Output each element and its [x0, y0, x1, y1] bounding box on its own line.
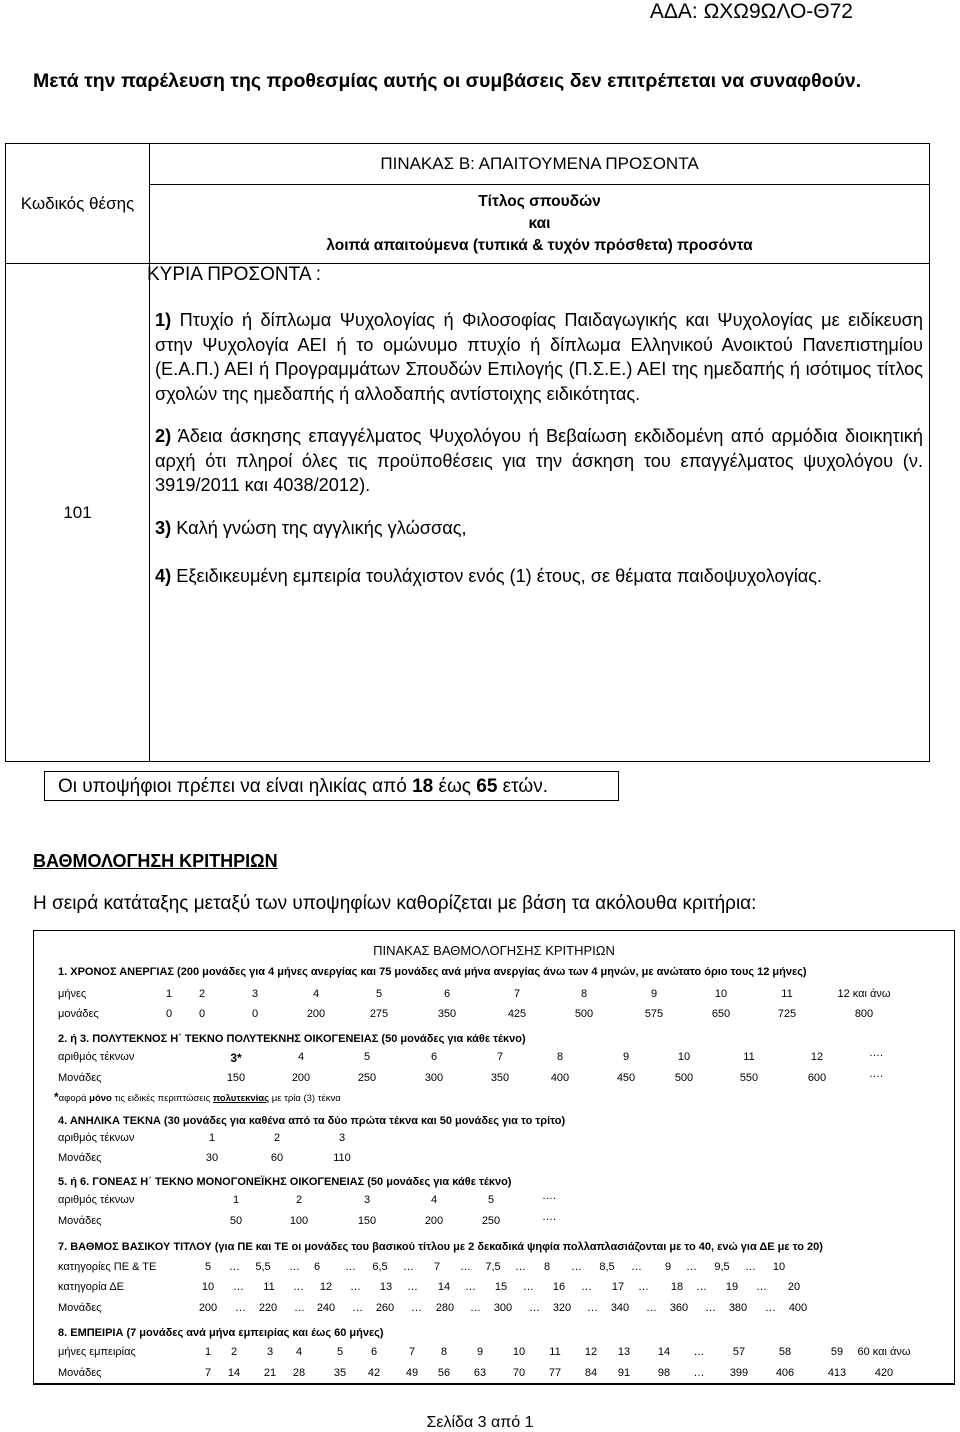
separator: … — [345, 1261, 356, 1273]
criteria-title: ΠΙΝΑΚΑΣ ΒΑΘΜΟΛΟΓΗΣΗΣ ΚΡΙΤΗΡΙΩΝ — [373, 943, 615, 958]
table-cell: 42 — [367, 1367, 381, 1379]
table-cell: 20 — [787, 1281, 801, 1293]
table-cell: 59 — [830, 1346, 844, 1358]
separator: … — [352, 1302, 363, 1314]
table-cell: 425 — [507, 1008, 527, 1020]
table-cell: 350 — [490, 1072, 510, 1084]
table-cell: 0 — [198, 1008, 206, 1020]
table-cell: 1 — [208, 1132, 216, 1144]
table-cell: 12 — [810, 1051, 824, 1063]
table-cell: 49 — [405, 1367, 419, 1379]
row-label: αριθμός τέκνων — [58, 1051, 135, 1063]
table-cell: 4 — [295, 1346, 303, 1358]
table-cell: 5 — [375, 988, 383, 1000]
table-cell: 84 — [584, 1367, 598, 1379]
table-cell: 17 — [611, 1281, 625, 1293]
table-cell: 406 — [775, 1367, 795, 1379]
age-requirement-box: Οι υποψήφιοι πρέπει να είναι ηλικίας από 18 έως 65 ετών. — [44, 771, 619, 801]
separator: … — [350, 1281, 361, 1293]
table-cell: 8 — [580, 988, 588, 1000]
table-cell: 30 — [205, 1152, 219, 1164]
table-cell: 2 — [273, 1132, 281, 1144]
table-cell: 60 — [270, 1152, 284, 1164]
section-heading: 1. ΧΡΟΝΟΣ ΑΝΕΡΓΙΑΣ (200 μονάδες για 4 μήνες ανεργίας και 75 μονάδες ανά μήνα ανεργίας άνω των 4 μηνών, με ανώτατο όριο τους 12 μήνες) — [58, 966, 807, 978]
separator: … — [638, 1281, 649, 1293]
table-cell: 7 — [204, 1367, 212, 1379]
separator: … — [646, 1302, 657, 1314]
row-label: αριθμός τέκνων — [58, 1194, 135, 1206]
table-cell: 200 — [198, 1302, 218, 1314]
separator: … — [293, 1281, 304, 1293]
table-cell: 600 — [807, 1072, 827, 1084]
ellipsis: …. — [542, 1190, 557, 1202]
separator: … — [581, 1281, 592, 1293]
table-cell: 413 — [827, 1367, 847, 1379]
table-cell: 3 — [363, 1194, 371, 1206]
separator: … — [756, 1281, 767, 1293]
criteria-table — [33, 930, 955, 1385]
table-cell: 7 — [408, 1346, 416, 1358]
table-cell: 10 — [201, 1281, 215, 1293]
row-label: μονάδες — [58, 1008, 99, 1020]
table-cell: 200 — [291, 1072, 311, 1084]
table-cell: 8 — [543, 1261, 551, 1273]
table-cell: 6,5 — [372, 1261, 388, 1273]
table-cell: 10 — [772, 1261, 786, 1273]
page-footer: Σελίδα 3 από 1 — [426, 1414, 534, 1431]
row-label: μήνες εμπειρίας — [58, 1346, 136, 1358]
table-cell: 57 — [732, 1346, 746, 1358]
table-cell: 14 — [227, 1367, 241, 1379]
table-cell: 7 — [496, 1051, 504, 1063]
row-label: κατηγορίες ΠΕ & ΤΕ — [58, 1261, 157, 1273]
table-cell: 320 — [552, 1302, 572, 1314]
table-cell: 35 — [333, 1367, 347, 1379]
separator: … — [765, 1302, 776, 1314]
requirement-4: 4) Εξειδικευμένη εμπειρία τουλάχιστον ενός (1) έτους, σε θέματα παιδοψυχολογίας. — [155, 566, 823, 586]
table-cell: 4 — [312, 988, 320, 1000]
table-cell: 5 — [204, 1261, 212, 1273]
table-cell: 10 — [512, 1346, 526, 1358]
table-cell: 6 — [313, 1261, 321, 1273]
subtitle-line-3: λοιπά απαιτούμενα (τυπικά & τυχόν πρόσθετα) προσόντα — [326, 237, 753, 254]
table-cell: 380 — [728, 1302, 748, 1314]
section-heading: 7. ΒΑΘΜΟΣ ΒΑΣΙΚΟΥ ΤΙΤΛΟΥ (για ΠΕ και ΤΕ οι μονάδες του βασικού τίτλου με 2 δεκαδικά ψηφία πολλαπλασιάζονται με το 40, ενώ για ΔΕ με το 20) — [58, 1241, 823, 1253]
table-cell: 11 — [743, 1051, 755, 1063]
row-label: μήνες — [58, 988, 87, 1000]
ellipsis: …. — [542, 1211, 557, 1223]
table-cell: 77 — [548, 1367, 562, 1379]
table-cell: 400 — [788, 1302, 808, 1314]
table-cell: 3 — [338, 1132, 346, 1144]
table-cell: 240 — [316, 1302, 336, 1314]
table-cell: 6 — [443, 988, 451, 1000]
table-cell: 12 και άνω — [837, 988, 891, 1000]
ranking-order-text: Η σειρά κατάταξης μεταξύ των υποψηφίων καθορίζεται με βάση τα ακόλουθα κριτήρια: — [33, 893, 757, 914]
subtitle-line-2: και — [528, 215, 551, 232]
table-cell: 250 — [481, 1215, 501, 1227]
table-cell: 5 — [363, 1051, 371, 1063]
ellipsis: …. — [869, 1068, 884, 1080]
table-cell: 8 — [440, 1346, 448, 1358]
table-cell: 16 — [552, 1281, 566, 1293]
table-cell: 575 — [644, 1008, 664, 1020]
requirements-table — [5, 143, 930, 762]
table-cell: 6 — [430, 1051, 438, 1063]
table-cell: 360 — [669, 1302, 689, 1314]
table-cell: 28 — [292, 1367, 306, 1379]
table-cell: 7 — [433, 1261, 441, 1273]
table-cell: 2 — [230, 1346, 238, 1358]
table-cell: 14 — [657, 1346, 671, 1358]
table-cell: 4 — [297, 1051, 305, 1063]
table-cell: 8,5 — [599, 1261, 615, 1273]
separator: … — [529, 1302, 540, 1314]
table-cell: 14 — [437, 1281, 451, 1293]
row-label: Μονάδες — [58, 1152, 102, 1164]
table-cell: 7 — [513, 988, 521, 1000]
section-heading: 4. ΑΝΗΛΙΚΑ ΤΕΚΝΑ (30 μονάδες για καθένα από τα δύο πρώτα τέκνα και 50 μονάδες για το τρίτο) — [58, 1115, 566, 1127]
table-cell: … — [693, 1367, 705, 1379]
table-cell: 5 — [336, 1346, 344, 1358]
table-cell: 8 — [556, 1051, 564, 1063]
section-heading: 5. ή 6. ΓΟΝΕΑΣ Η΄ ΤΕΚΝΟ ΜΟΝΟΓΟΝΕΪΚΗΣ ΟΙΚΟΓΕΝΕΙΑΣ (50 μονάδες για κάθε τέκνο) — [58, 1176, 512, 1188]
table-cell: 98 — [657, 1367, 671, 1379]
separator: … — [571, 1261, 582, 1273]
row-label: κατηγορία ΔΕ — [58, 1281, 124, 1293]
table-cell: 9,5 — [714, 1261, 730, 1273]
intro-paragraph: Μετά την παρέλευση της προθεσμίας αυτής οι συμβάσεις δεν επιτρέπεται να συναφθούν. — [33, 70, 862, 92]
table-cell: 399 — [729, 1367, 749, 1379]
table-cell: 10 — [677, 1051, 691, 1063]
table-cell: 150 — [226, 1072, 246, 1084]
table-cell: 3 — [251, 988, 259, 1000]
table-cell: 110 — [333, 1152, 351, 1164]
table-cell: 21 — [263, 1367, 277, 1379]
table-cell: 58 — [778, 1346, 792, 1358]
table-cell: 19 — [725, 1281, 739, 1293]
table-cell: 350 — [437, 1008, 457, 1020]
table-cell: 9 — [476, 1346, 484, 1358]
table-cell: 500 — [674, 1072, 694, 1084]
table-cell: 9 — [664, 1261, 672, 1273]
separator: … — [403, 1261, 414, 1273]
position-code: 101 — [6, 264, 150, 762]
table-cell: 10 — [714, 988, 728, 1000]
section-heading: 2. ή 3. ΠΟΛΥΤΕΚΝΟΣ Η΄ ΤΕΚΝΟ ΠΟΛΥΤΕΚΝΗΣ ΟΙΚΟΓΕΝΕΙΑΣ (50 μονάδες για κάθε τέκνο) — [58, 1033, 526, 1045]
table-cell: 725 — [777, 1008, 797, 1020]
ada-code: ΑΔΑ: ΩΧΩ9ΩΛΟ-Θ72 — [649, 0, 853, 23]
separator: … — [686, 1261, 697, 1273]
table-cell: 5,5 — [255, 1261, 271, 1273]
table-cell: 18 — [670, 1281, 684, 1293]
table-cell: 3* — [230, 1051, 242, 1065]
table-cell: 9 — [650, 988, 658, 1000]
separator: … — [289, 1261, 300, 1273]
table-cell: 13 — [379, 1281, 393, 1293]
table-cell: 150 — [357, 1215, 377, 1227]
separator: … — [745, 1261, 756, 1273]
table-cell: 300 — [424, 1072, 444, 1084]
table-cell: 63 — [473, 1367, 487, 1379]
separator: … — [460, 1261, 471, 1273]
table-cell: 260 — [375, 1302, 395, 1314]
table-cell: 200 — [424, 1215, 444, 1227]
table-cell: 11 — [263, 1281, 275, 1293]
table-cell: 9 — [622, 1051, 630, 1063]
table-cell: 91 — [617, 1367, 631, 1379]
table-cell: 220 — [258, 1302, 278, 1314]
table-title: ΠΙΝΑΚΑΣ Β: ΑΠΑΙΤΟΥΜΕΝΑ ΠΡΟΣΟΝΤΑ — [150, 144, 930, 185]
table-cell: 12 — [319, 1281, 333, 1293]
table-cell: 100 — [289, 1215, 309, 1227]
table-cell: 0 — [251, 1008, 259, 1020]
table-cell: 2 — [295, 1194, 303, 1206]
table-cell: 3 — [266, 1346, 274, 1358]
row-label: αριθμός τέκνων — [58, 1132, 135, 1144]
ellipsis: …. — [869, 1047, 884, 1059]
requirement-3: 3) Καλή γνώση της αγγλικής γλώσσας, — [155, 517, 467, 538]
table-cell: 11 — [549, 1346, 561, 1358]
table-cell: 1 — [204, 1346, 212, 1358]
separator: … — [631, 1261, 642, 1273]
table-cell: 250 — [357, 1072, 377, 1084]
separator: … — [696, 1281, 707, 1293]
table-cell: 400 — [550, 1072, 570, 1084]
table-cell: 1 — [165, 988, 173, 1000]
table-cell: 550 — [739, 1072, 759, 1084]
row-label: Μονάδες — [58, 1215, 102, 1227]
table-cell: 13 — [617, 1346, 631, 1358]
table-cell: 200 — [306, 1008, 326, 1020]
table-cell: 50 — [229, 1215, 243, 1227]
code-header: Κωδικός θέσης — [6, 144, 150, 264]
row-label: Μονάδες — [58, 1072, 102, 1084]
requirements-cell — [150, 264, 930, 762]
table-cell: 6 — [370, 1346, 378, 1358]
table-cell: 650 — [711, 1008, 731, 1020]
grading-title: ΒΑΘΜΟΛΟΓΗΣΗ ΚΡΙΤΗΡΙΩΝ — [33, 851, 278, 871]
table-cell: 280 — [435, 1302, 455, 1314]
table-cell: 500 — [574, 1008, 594, 1020]
separator: … — [407, 1281, 418, 1293]
table-subtitle — [150, 185, 930, 264]
separator: … — [233, 1281, 244, 1293]
separator: … — [587, 1302, 598, 1314]
table-cell: 60 και άνω — [857, 1346, 911, 1358]
separator: … — [465, 1281, 476, 1293]
table-cell: 340 — [610, 1302, 630, 1314]
separator: … — [411, 1302, 422, 1314]
separator: … — [294, 1302, 305, 1314]
table-cell: 800 — [854, 1008, 874, 1020]
table-cell: 0 — [165, 1008, 173, 1020]
table-cell: 11 — [781, 988, 793, 1000]
subtitle-line-1: Τίτλος σπουδών — [478, 193, 601, 210]
requirement-2: 2) Άδεια άσκησης επαγγέλματος Ψυχολόγου ή Βεβαίωση εκδιδομένη από αρμόδια διοικητική αρχή ότι πληροί όλες τις προϋποθέσεις για την άσκηση του επαγγέλματος ψυχολόγου (ν. 3919/2011 και 4038/2012). — [155, 426, 923, 495]
row-label: Μονάδες — [58, 1367, 102, 1379]
table-cell: 56 — [437, 1367, 451, 1379]
separator: … — [235, 1302, 246, 1314]
separator: … — [229, 1261, 240, 1273]
row-label: Μονάδες — [58, 1302, 102, 1314]
table-cell: 275 — [369, 1008, 389, 1020]
table-cell: 300 — [493, 1302, 513, 1314]
table-cell: 7,5 — [485, 1261, 501, 1273]
table-cell: 70 — [512, 1367, 526, 1379]
table-cell: 1 — [232, 1194, 240, 1206]
table-cell: 4 — [430, 1194, 438, 1206]
separator: … — [515, 1261, 526, 1273]
requirement-1: 1) Πτυχίο ή δίπλωμα Ψυχολογίας ή Φιλοσοφίας Παιδαγωγικής και Ψυχολογίας με ειδίκευση στην Ψυχολογία ΑΕΙ ή το ομώνυμο πτυχίο ή δίπλωμα Ελληνικού Ανοικτού Πανεπιστημίου (Ε.Α.Π.) ΑΕΙ ή Προγραμμάτων Σπουδών Επιλογής (Π.Σ.Ε.) ΑΕΙ της ημεδαπής ή ισότιμος τίτλος σχολών της ημεδαπής ή αλλοδαπής αντίστοιχης ειδικότητας. — [155, 310, 923, 404]
table-cell: 2 — [198, 988, 206, 1000]
section-heading: 8. ΕΜΠΕΙΡΙΑ (7 μονάδες ανά μήνα εμπειρίας και έως 60 μήνες) — [58, 1327, 384, 1339]
table-cell: 15 — [494, 1281, 508, 1293]
footnote: *αφορά μόνο τις ειδικές περιπτώσεις πολυτεκνίας με τρία (3) τέκνα — [54, 1090, 341, 1104]
table-cell: 12 — [584, 1346, 598, 1358]
separator: … — [523, 1281, 534, 1293]
table-cell: … — [693, 1346, 705, 1358]
separator: … — [705, 1302, 716, 1314]
separator: … — [470, 1302, 481, 1314]
table-cell: 450 — [616, 1072, 636, 1084]
table-cell: 5 — [487, 1194, 495, 1206]
table-cell: 420 — [874, 1367, 894, 1379]
main-qualifications-label: ΚΥΡΙΑ ΠΡΟΣΟΝΤΑ : — [147, 264, 321, 285]
